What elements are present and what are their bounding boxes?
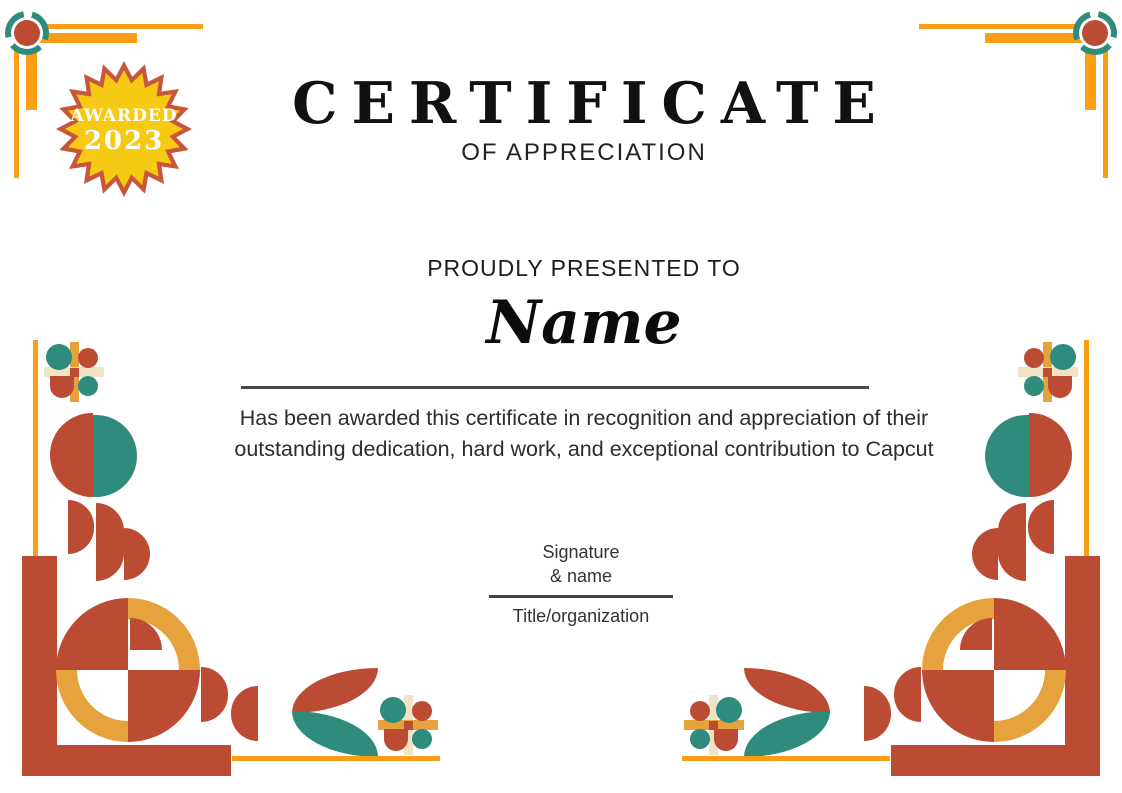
flower-pinwheel-icon <box>44 342 104 402</box>
decor-shape <box>864 686 891 741</box>
decor-shape <box>1084 340 1089 556</box>
flower-pinwheel-icon <box>1018 342 1078 402</box>
decor-shape <box>1065 556 1100 776</box>
decor-shape <box>124 528 150 580</box>
decor-shape <box>22 556 57 776</box>
recipient-name: Name <box>486 288 682 358</box>
decor-ornament-bottom-right <box>672 330 1122 793</box>
decor-shape <box>96 503 124 581</box>
decor-shape <box>985 415 1029 497</box>
decor-shape <box>1028 500 1054 554</box>
decor-shape <box>714 729 738 751</box>
flower-pinwheel-icon <box>378 695 438 755</box>
decor-shape <box>1048 376 1072 398</box>
decor-shape <box>682 756 890 761</box>
decor-shape <box>231 686 258 741</box>
decor-shape <box>380 697 406 723</box>
decor-shape <box>690 729 710 749</box>
description-line2: outstanding dedication, hard work, and exceptional contribution to Capcut <box>234 437 934 461</box>
pinwheel-icon <box>5 11 49 55</box>
decor-shape <box>894 667 921 722</box>
decor-shape <box>50 413 93 497</box>
decor-shape <box>922 670 994 742</box>
decor-shape <box>744 668 830 713</box>
signature-line2: & name <box>549 566 613 586</box>
certificate-title-text: CERTIFICATE <box>292 70 890 137</box>
decor-shape <box>68 500 94 554</box>
decor-shape <box>22 745 231 776</box>
certificate-content <box>46 0 1122 358</box>
decor-shape <box>1050 344 1076 370</box>
decor-shape <box>716 697 742 723</box>
signature-title-org: Title/organization <box>512 606 650 626</box>
decor-shape <box>709 721 718 730</box>
decor-shape <box>232 756 440 761</box>
decor-shape <box>412 729 432 749</box>
decor-shape <box>46 344 72 370</box>
decor-shape <box>972 528 998 580</box>
decor-shape <box>201 667 228 722</box>
flower-pinwheel-icon <box>684 695 744 755</box>
decor-shape <box>78 376 98 396</box>
decor-shape <box>56 670 128 742</box>
decor-shape <box>70 368 79 377</box>
decor-shape <box>994 670 1066 742</box>
presented-label: PROUDLY PRESENTED TO <box>427 255 741 281</box>
signature-line1: Signature <box>542 542 620 562</box>
decor-shape <box>292 711 378 757</box>
signature-underline <box>489 595 673 598</box>
decor-shape <box>128 670 200 742</box>
badge-line2: 2023 <box>83 126 165 156</box>
decor-shape <box>404 721 413 730</box>
decor-shape <box>33 340 38 556</box>
decor-shape <box>1043 368 1052 377</box>
decor-shape <box>292 668 378 713</box>
certificate-subtitle: OF APPRECIATION <box>461 139 707 166</box>
decor-shape <box>56 598 128 670</box>
decor-shape <box>93 415 137 497</box>
decor-shape <box>690 701 710 721</box>
decor-shape <box>1029 413 1072 497</box>
decor-shape <box>994 598 1066 670</box>
decor-shape <box>412 701 432 721</box>
decor-shape <box>1024 376 1044 396</box>
decor-shape <box>78 348 98 368</box>
decor-shape <box>998 503 1026 581</box>
decor-shape <box>1024 348 1044 368</box>
decor-shape <box>891 745 1100 776</box>
badge-line1: AWARDED <box>70 106 178 126</box>
description-line1: Has been awarded this certificate in recognition and appreciation of their <box>239 406 929 430</box>
certificate-title <box>46 70 1122 137</box>
decor-ornament-bottom-left <box>0 330 450 793</box>
decor-shape <box>744 711 830 757</box>
